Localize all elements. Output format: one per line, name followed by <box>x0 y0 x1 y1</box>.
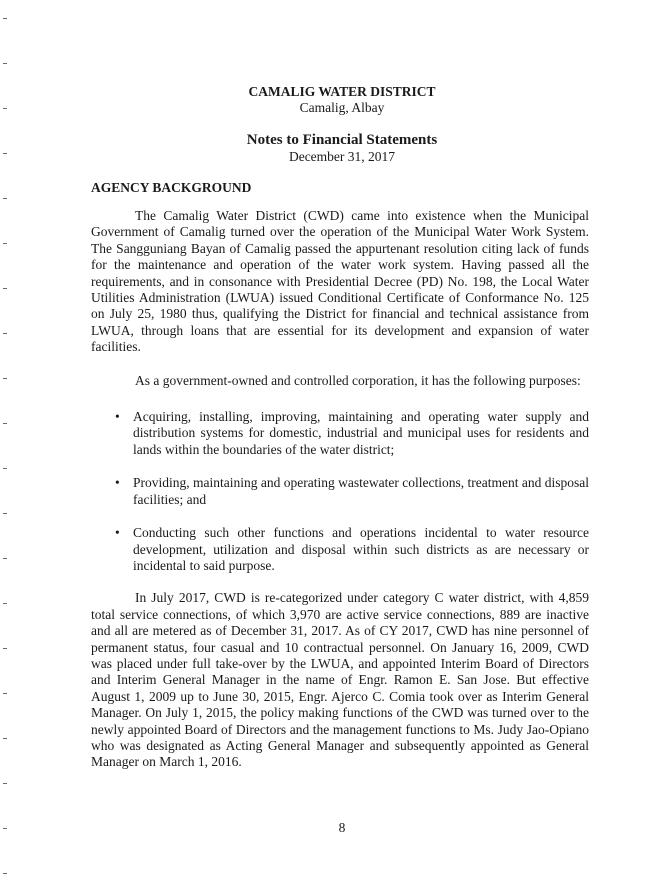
margin-mark <box>3 18 7 19</box>
margin-mark <box>3 423 7 424</box>
bullet-icon: • <box>115 475 120 491</box>
margin-mark <box>3 558 7 559</box>
list-item <box>91 475 589 508</box>
margin-mark <box>3 603 7 604</box>
purposes-list <box>91 409 589 574</box>
section-heading: AGENCY BACKGROUND <box>91 180 252 195</box>
document-header <box>0 84 670 164</box>
margin-mark <box>3 333 7 334</box>
margin-mark <box>3 243 7 244</box>
list-item <box>91 525 589 574</box>
purpose-text: Acquiring, installing, improving, maintaining and operating water supply and distribution systems for domestic, industrial and municipal uses for residents and lands within the boundaries of the water district; <box>133 409 589 457</box>
margin-mark <box>3 63 7 64</box>
list-item <box>91 409 589 458</box>
margin-mark <box>3 288 7 289</box>
margin-mark <box>3 513 7 514</box>
margin-mark <box>3 693 7 694</box>
purpose-text: Conducting such other functions and operations incidental to water resource development, utilization and disposal within such districts as are necessary or incidental to said purpose. <box>133 525 589 573</box>
purposes-intro: As a government-owned and controlled corporation, it has the following purposes: <box>135 372 581 388</box>
margin-mark <box>3 378 7 379</box>
bullet-icon: • <box>115 525 120 541</box>
margin-mark <box>3 468 7 469</box>
organization-location: Camalig, Albay <box>299 100 385 115</box>
margin-mark <box>3 783 7 784</box>
statement-date: December 31, 2017 <box>288 149 396 164</box>
organization-name: CAMALIG WATER DISTRICT <box>248 84 436 99</box>
purpose-text: Providing, maintaining and operating wastewater collections, treatment and disposal facilities; and <box>133 475 589 507</box>
margin-mark <box>3 648 7 649</box>
margin-mark <box>3 738 7 739</box>
history-paragraph: In July 2017, CWD is re-categorized under category C water district, with 4,859 total service connections, of which 3,970 are active service connections, 889 are inactive and all are metered as of December 31, 2017. As of CY 2017, CWD has nine personnel of permanent status, four casual and 10 contractual personnel. On January 16, 2009, CWD was placed under full take-over by the LWUA, and appointed Interim Board of Directors and Interim General Manager in the name of Engr. Ramon E. San Jose. But effective August 1, 2009 up to June 30, 2015, Engr. Ajerco C. Comia took over as Interim General Manager. On July 1, 2015, the policy making functions of the CWD was turned over to the newly appointed Board of Directors and the management functions to Ms. Judy Jao-Opiano who was designated as Acting General Manager and subsequently appointed as General Manager on March 1, 2016. <box>91 590 589 770</box>
page-number: 8 <box>338 820 346 835</box>
margin-mark <box>3 873 7 874</box>
intro-paragraph: The Camalig Water District (CWD) came into existence when the Municipal Government of Camalig turned over the operation of the Municipal Water Work System. The Sangguniang Bayan of Camalig passed the appurtenant resolution citing lack of funds for the maintenance and operation of the water work system. Having passed all the requirements, and in consonance with Presidential Decree (PD) No. 198, the Local Water Utilities Administration (LWUA) issued Conditional Certificate of Conformance No. 125 on July 25, 1980 thus, qualifying the District for financial and technical assistance from LWUA, through loans that are essential for its development and expansion of water facilities. <box>91 208 589 355</box>
document-title: Notes to Financial Statements <box>246 132 438 148</box>
margin-mark <box>3 198 7 199</box>
bullet-icon: • <box>115 409 120 425</box>
document-body <box>91 180 589 771</box>
